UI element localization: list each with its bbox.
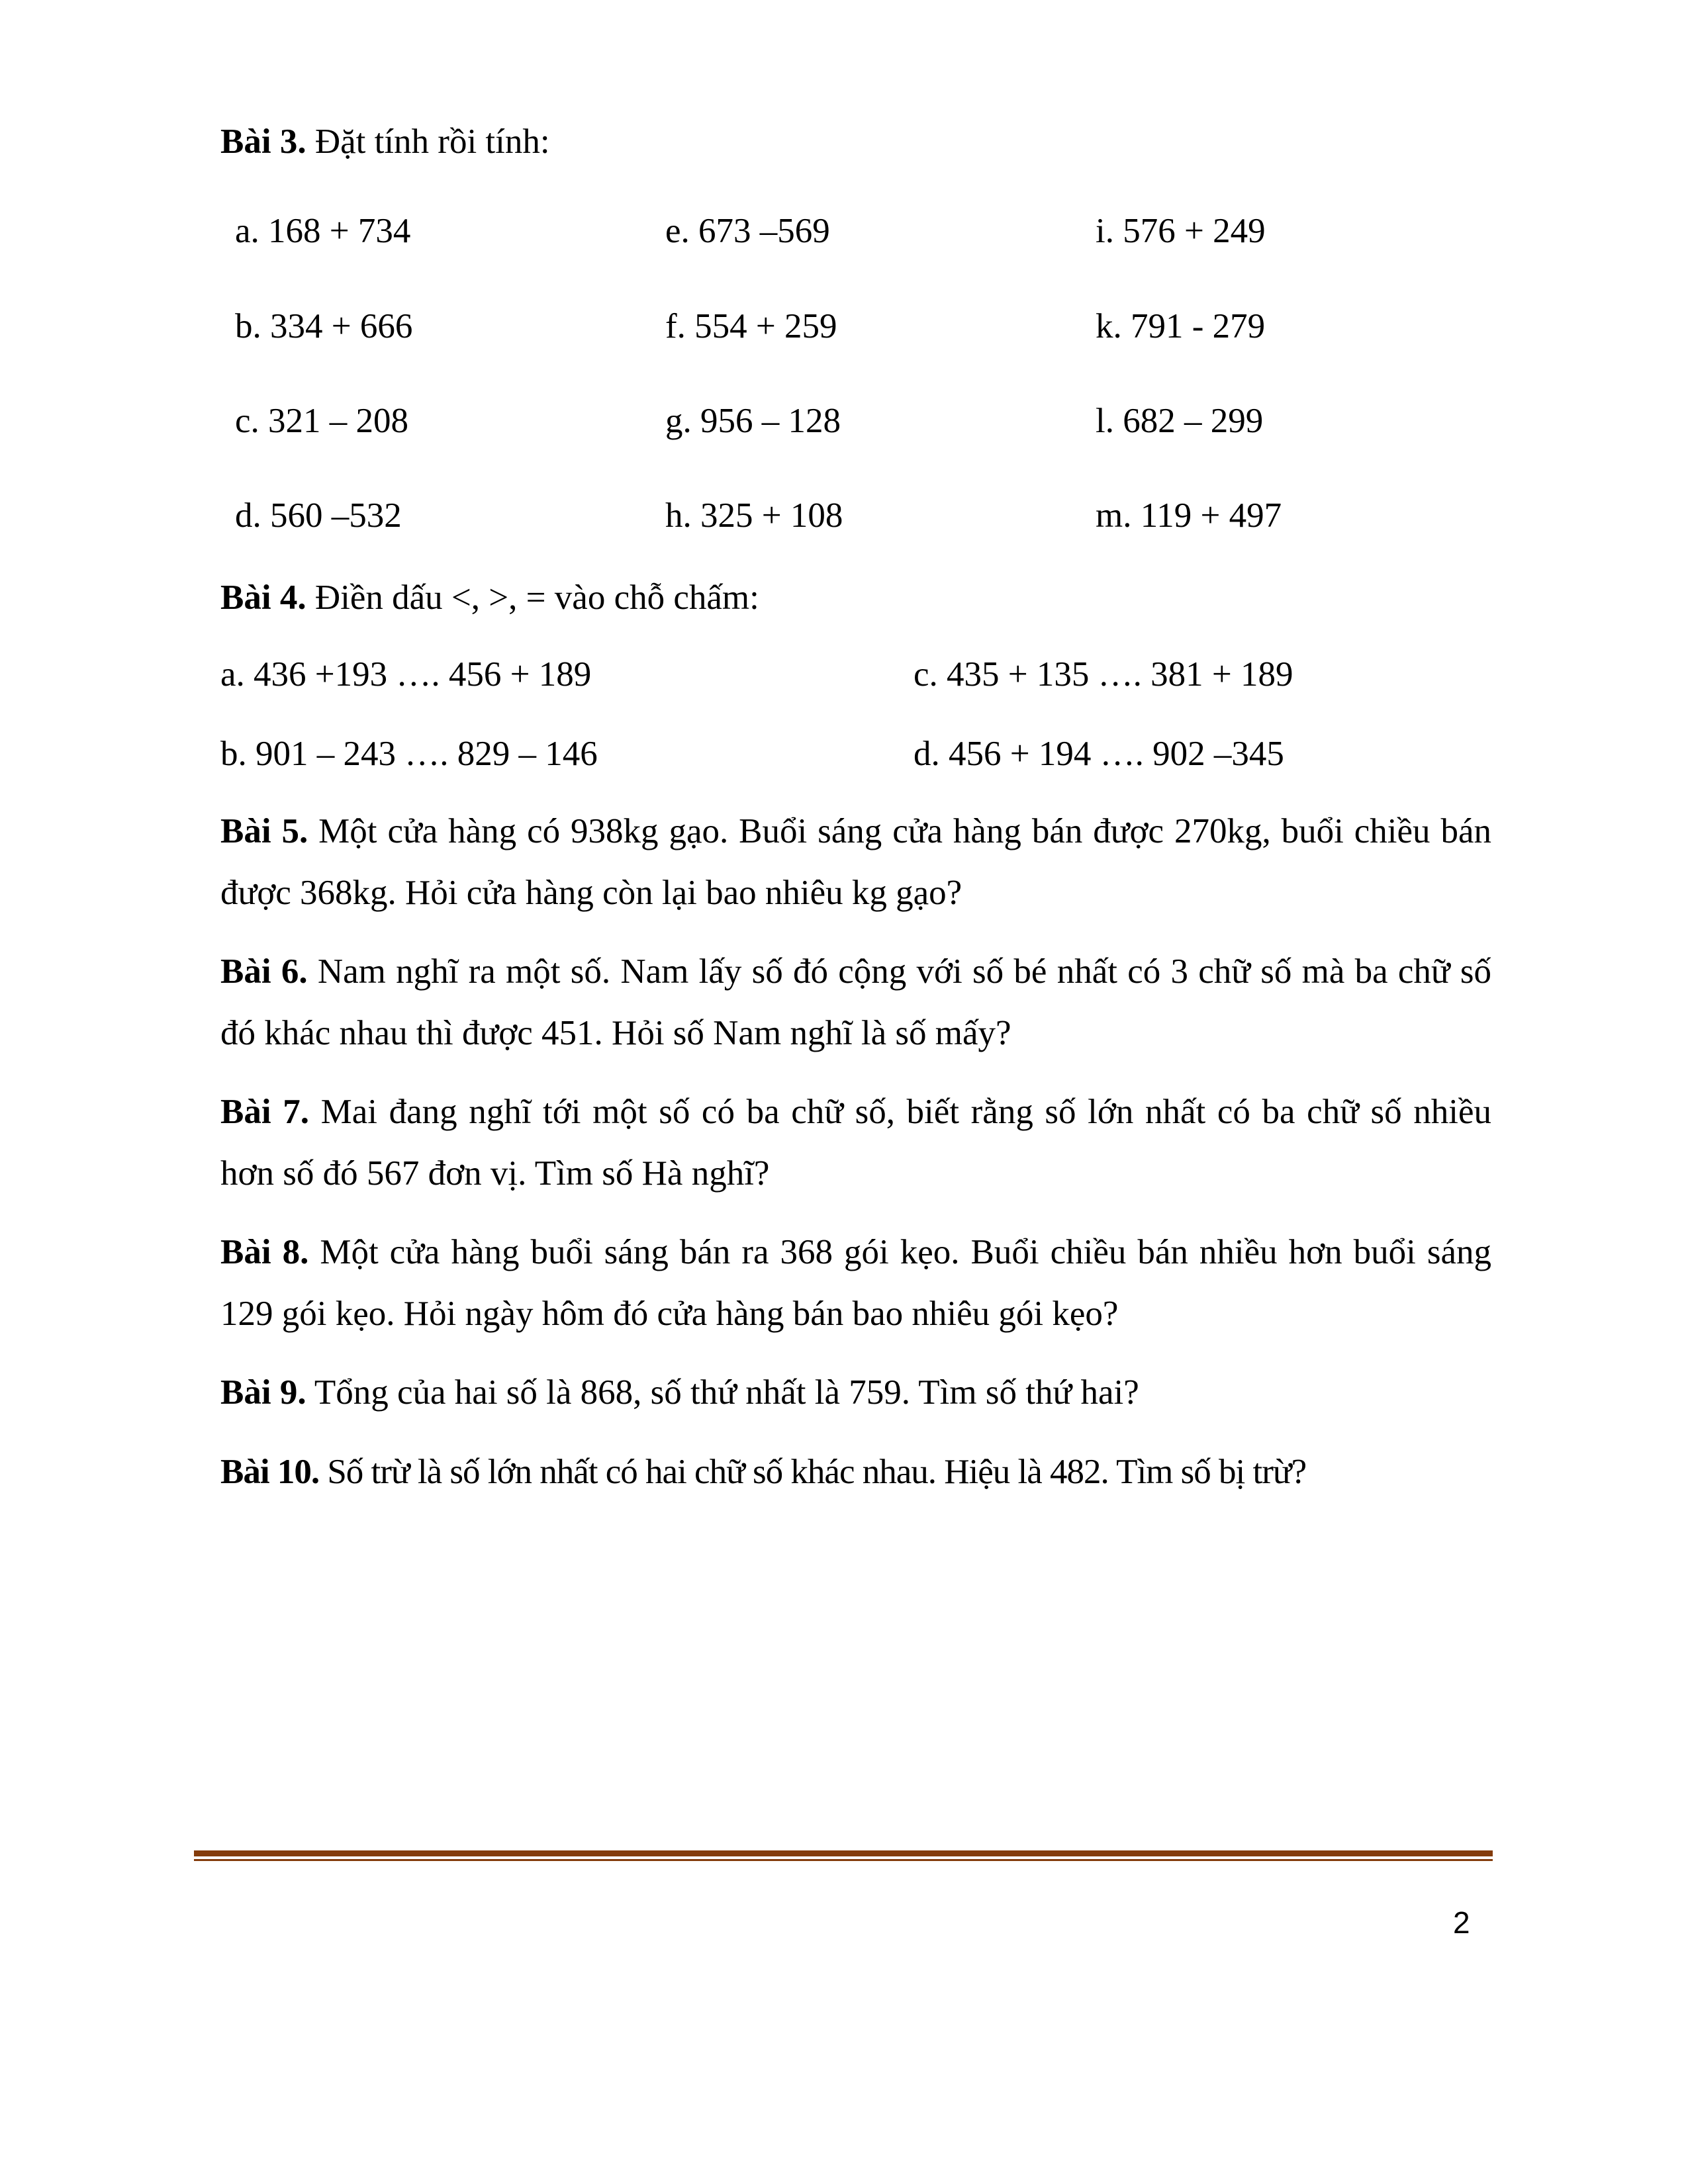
- exercise-8-label: Bài 8.: [220, 1233, 309, 1271]
- exercise-3-item-c: c. 321 – 208: [235, 402, 409, 440]
- page-number: 2: [1453, 1905, 1470, 1940]
- exercise-7: [220, 1081, 1491, 1205]
- exercise-5-label: Bài 5.: [220, 812, 308, 850]
- exercise-4-title: Điền dấu <, >, = vào chỗ chấm:: [314, 578, 759, 617]
- exercise-4-item-d: d. 456 + 194 …. 902 –345: [914, 735, 1284, 773]
- exercise-3-item-a: a. 168 + 734: [235, 212, 411, 250]
- exercise-10-label: Bài 10.: [220, 1453, 320, 1491]
- footer-rule-thin: [194, 1859, 1493, 1861]
- exercise-10-text: Số trừ là số lớn nhất có hai chữ số khác nhau. Hiệu là 482. Tìm số bị trừ?: [327, 1453, 1307, 1491]
- exercise-3-item-l: l. 682 – 299: [1096, 402, 1264, 440]
- exercise-6-label: Bài 6.: [220, 952, 308, 991]
- exercise-3-label: Bài 3.: [220, 122, 306, 161]
- exercise-4-item-a: a. 436 +193 …. 456 + 189: [220, 655, 592, 694]
- exercise-3-title: Đặt tính rồi tính:: [314, 122, 550, 161]
- exercise-6-text: Nam nghĩ ra một số. Nam lấy số đó cộng với số bé nhất có 3 chữ số mà ba chữ số đó khác nhau thì được 451. Hỏi số Nam nghĩ là số mấy?: [220, 952, 1492, 1052]
- exercise-3-item-e: e. 673 –569: [665, 212, 830, 250]
- exercise-3-item-b: b. 334 + 666: [235, 307, 413, 345]
- exercise-3-item-d: d. 560 –532: [235, 496, 402, 535]
- exercise-3-item-m: m. 119 + 497: [1096, 496, 1282, 535]
- exercise-3-item-f: f. 554 + 259: [665, 307, 837, 345]
- exercise-7-label: Bài 7.: [220, 1093, 309, 1131]
- exercise-9-label: Bài 9.: [220, 1373, 306, 1412]
- footer-rule-thick: [194, 1850, 1493, 1856]
- exercise-3-item-i: i. 576 + 249: [1096, 212, 1266, 250]
- exercise-5-text: Một cửa hàng có 938kg gạo. Buổi sáng cửa hàng bán được 270kg, buổi chiều bán được 368kg. Hỏi cửa hàng còn lại bao nhiêu kg gạo?: [220, 812, 1491, 912]
- exercise-4-item-c: c. 435 + 135 …. 381 + 189: [914, 655, 1293, 694]
- exercise-10: [220, 1441, 1491, 1503]
- exercise-4-heading: [220, 580, 759, 615]
- exercise-3-item-h: h. 325 + 108: [665, 496, 843, 535]
- exercise-3-heading: [220, 124, 550, 159]
- exercise-4-item-b: b. 901 – 243 …. 829 – 146: [220, 735, 598, 773]
- exercise-5: [220, 801, 1491, 924]
- exercise-9-text: Tổng của hai số là 868, số thứ nhất là 759. Tìm số thứ hai?: [314, 1373, 1139, 1412]
- exercise-3-item-k: k. 791 - 279: [1096, 307, 1266, 345]
- exercise-8: [220, 1222, 1491, 1345]
- exercise-9: [220, 1362, 1491, 1424]
- exercise-4-label: Bài 4.: [220, 578, 306, 617]
- exercise-3-item-g: g. 956 – 128: [665, 402, 841, 440]
- exercise-6: [220, 941, 1491, 1064]
- exercise-7-text: Mai đang nghĩ tới một số có ba chữ số, biết rằng số lớn nhất có ba chữ số nhiều hơn số đó 567 đơn vị. Tìm số Hà nghĩ?: [220, 1093, 1492, 1193]
- exercise-8-text: Một cửa hàng buổi sáng bán ra 368 gói kẹo. Buổi chiều bán nhiều hơn buổi sáng 129 gói kẹo. Hỏi ngày hôm đó cửa hàng bán bao nhiêu gói kẹo?: [220, 1233, 1492, 1333]
